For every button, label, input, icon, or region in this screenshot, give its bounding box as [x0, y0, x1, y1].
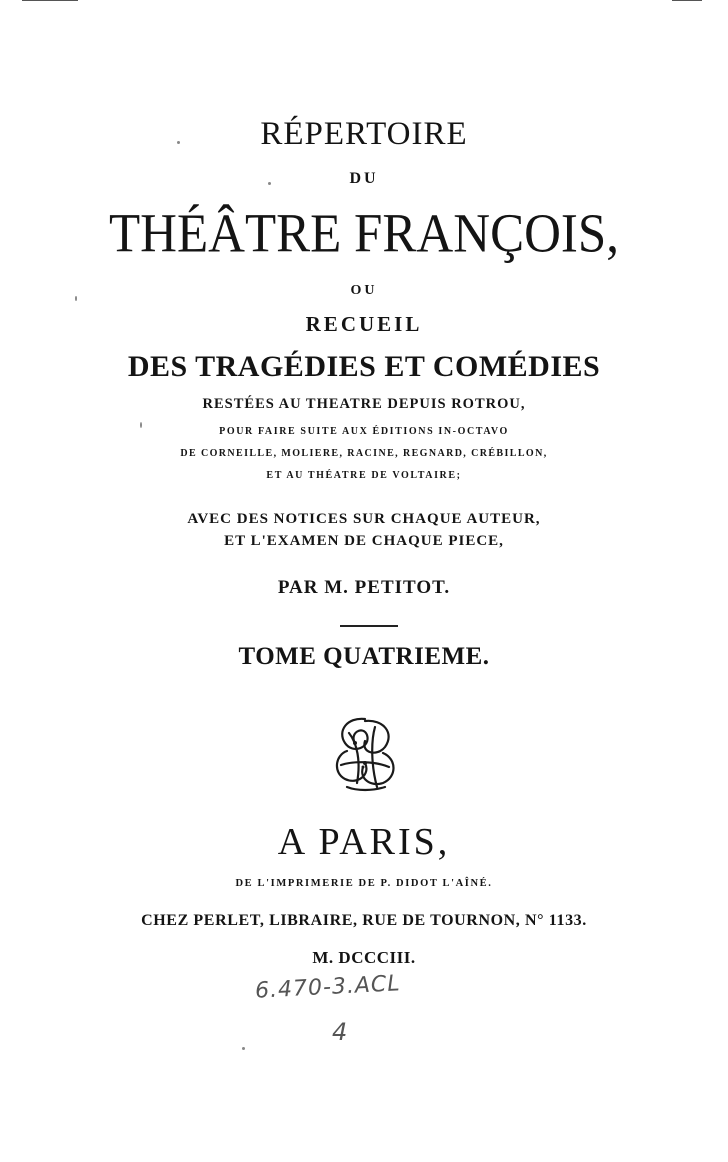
title-ou: OU [350, 283, 378, 298]
printer-monogram-icon [327, 713, 403, 793]
subtitle-examen: ET L'EXAMEN DE CHAQUE PIECE, [224, 533, 504, 549]
imprint-date: M. DCCCIII. [312, 948, 416, 967]
title-repertoire: RÉPERTOIRE [260, 116, 468, 152]
title-theatre-francois: THÉÂTRE FRANÇOIS, [108, 203, 620, 265]
subtitle-notices: AVEC DES NOTICES SUR CHAQUE AUTEUR, [187, 511, 541, 527]
subtitle-tragedies: DES TRAGÉDIES ET COMÉDIES [127, 350, 601, 383]
volume-title: TOME QUATRIEME. [238, 643, 490, 670]
subtitle-authors: DE CORNEILLE, MOLIERE, RACINE, REGNARD, CRÉBILLON, [180, 448, 548, 459]
subtitle-recueil: RECUEIL [305, 312, 423, 336]
handwritten-shelfmark: 6.470-3.ACL [254, 971, 402, 1004]
subtitle-restees: RESTÉES AU THEATRE DEPUIS ROTROU, [202, 396, 526, 412]
divider-rule [340, 625, 398, 627]
subtitle-pour-faire: POUR FAIRE SUITE AUX ÉDITIONS IN-OCTAVO [219, 426, 509, 437]
title-du: DU [349, 170, 379, 187]
imprint-printer: DE L'IMPRIMERIE DE P. DIDOT L'AÎNÉ. [235, 878, 493, 889]
handwritten-volume-number: 4 [332, 1018, 348, 1046]
imprint-bookseller: CHEZ PERLET, LIBRAIRE, RUE DE TOURNON, N° 1133. [141, 912, 587, 929]
subtitle-voltaire: ET AU THÉATRE DE VOLTAIRE; [266, 470, 462, 481]
imprint-city: A PARIS, [277, 821, 451, 863]
author-line: PAR M. PETITOT. [277, 577, 451, 598]
